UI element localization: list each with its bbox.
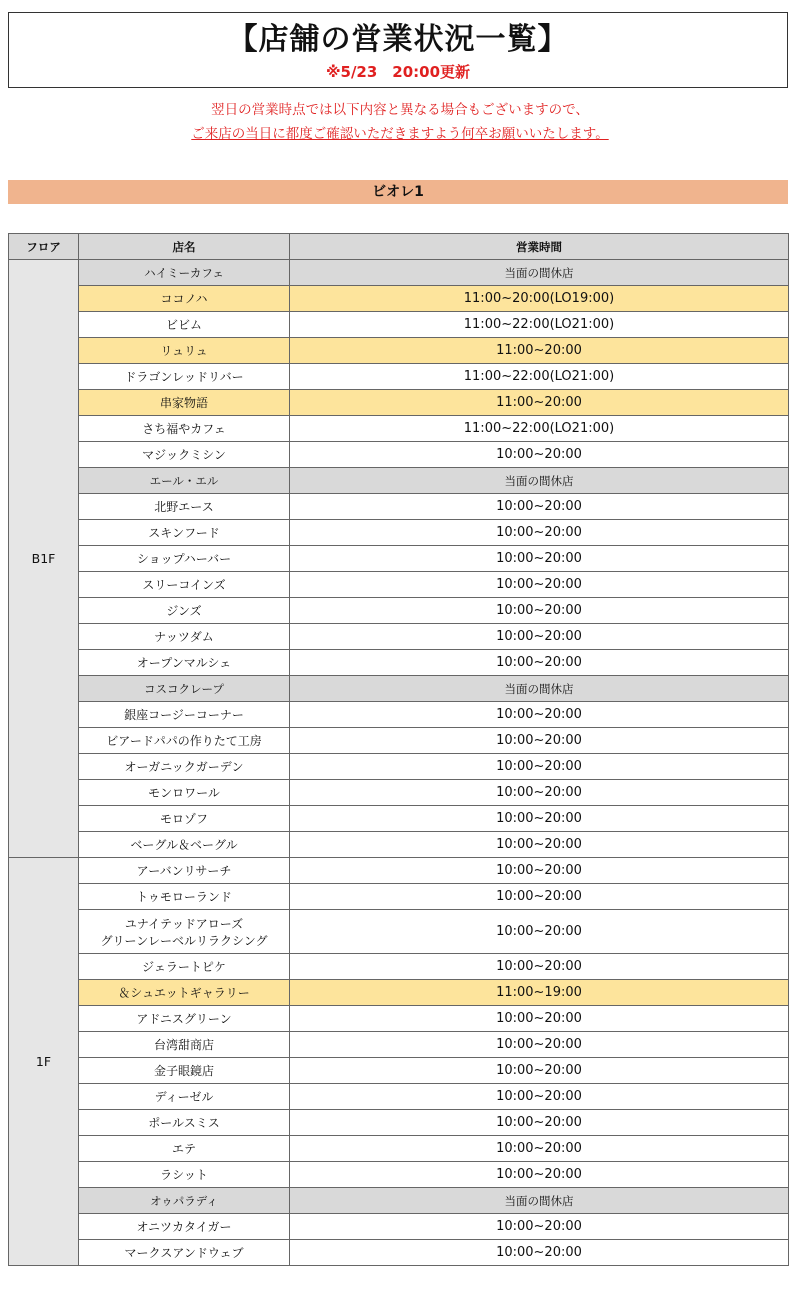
shop-name-cell: モンロワール	[79, 780, 290, 806]
hours-cell: 10:00~20:00	[290, 1084, 789, 1110]
hours-cell: 10:00~20:00	[290, 442, 789, 468]
shop-name-cell: ジンズ	[79, 598, 290, 624]
table-row	[9, 598, 789, 624]
hours-cell: 11:00~20:00(LO19:00)	[290, 286, 789, 312]
floor-cell: 1F	[9, 858, 79, 1266]
table-row	[9, 980, 789, 1006]
hours-cell: 当面の間休店	[290, 676, 789, 702]
table-row	[9, 832, 789, 858]
hours-cell: 10:00~20:00	[290, 1110, 789, 1136]
shop-name-cell: ポールスミス	[79, 1110, 290, 1136]
table-header-row	[9, 234, 789, 260]
hours-cell: 10:00~20:00	[290, 572, 789, 598]
table-row	[9, 702, 789, 728]
table-row	[9, 910, 789, 954]
notice-line-2: ご来店の当日に都度ご確認いただきますよう何卒お願いいたします。	[191, 126, 609, 142]
hours-cell: 11:00~22:00(LO21:00)	[290, 364, 789, 390]
shop-name-cell: ＆シュエットギャラリー	[79, 980, 290, 1006]
hours-cell: 10:00~20:00	[290, 954, 789, 980]
table-row	[9, 650, 789, 676]
hours-cell: 10:00~20:00	[290, 832, 789, 858]
table-row	[9, 572, 789, 598]
shop-name-line-2: グリーンレーベルリラクシング	[100, 933, 268, 948]
header-floor: フロア	[9, 234, 79, 260]
shop-name-cell: ラシット	[79, 1162, 290, 1188]
hours-cell: 10:00~20:00	[290, 702, 789, 728]
shop-name-cell: 北野エース	[79, 494, 290, 520]
hours-cell: 11:00~22:00(LO21:00)	[290, 312, 789, 338]
hours-cell: 10:00~20:00	[290, 624, 789, 650]
title-box	[8, 12, 788, 88]
shop-name-cell: 台湾甜商店	[79, 1032, 290, 1058]
shop-name-cell: エテ	[79, 1136, 290, 1162]
shop-name-cell: リュリュ	[79, 338, 290, 364]
table-row	[9, 1032, 789, 1058]
table-row	[9, 1058, 789, 1084]
hours-cell: 10:00~20:00	[290, 806, 789, 832]
shop-name-cell: ナッツダム	[79, 624, 290, 650]
hours-cell: 10:00~20:00	[290, 910, 789, 954]
hours-cell: 11:00~20:00	[290, 338, 789, 364]
table-row	[9, 312, 789, 338]
shop-name-cell: ベーグル＆ベーグル	[79, 832, 290, 858]
table-row	[9, 1240, 789, 1266]
shop-name-cell: ビアードパパの作りたて工房	[79, 728, 290, 754]
table-body	[9, 260, 789, 1266]
hours-cell: 10:00~20:00	[290, 728, 789, 754]
hours-cell: 10:00~20:00	[290, 520, 789, 546]
table-row	[9, 754, 789, 780]
shop-name-cell: エール・エル	[79, 468, 290, 494]
shop-name-cell: トゥモローランド	[79, 884, 290, 910]
table-row	[9, 1136, 789, 1162]
shop-name-cell: マジックミシン	[79, 442, 290, 468]
shop-name-cell: アドニスグリーン	[79, 1006, 290, 1032]
shop-name-cell: オーガニックガーデン	[79, 754, 290, 780]
table-row	[9, 286, 789, 312]
page-title: 【店舗の営業状況一覧】	[227, 22, 569, 57]
shop-name-cell: 串家物語	[79, 390, 290, 416]
table-row	[9, 468, 789, 494]
table-row	[9, 780, 789, 806]
notice-line-1: 翌日の営業時点では以下内容と異なる場合もございますので、	[211, 102, 589, 118]
table-row	[9, 676, 789, 702]
table-row	[9, 1162, 789, 1188]
hours-cell: 10:00~20:00	[290, 1032, 789, 1058]
shop-name-cell: スキンフード	[79, 520, 290, 546]
shop-name-cell: ジェラートピケ	[79, 954, 290, 980]
shop-name-cell: ココノハ	[79, 286, 290, 312]
shop-name-cell	[79, 910, 290, 954]
shop-name-cell: ビビム	[79, 312, 290, 338]
shop-name-cell: スリーコインズ	[79, 572, 290, 598]
table-row	[9, 1084, 789, 1110]
header-shop: 店名	[79, 234, 290, 260]
hours-cell: 当面の間休店	[290, 468, 789, 494]
shop-name-cell: オゥパラディ	[79, 1188, 290, 1214]
table-row	[9, 338, 789, 364]
table-row	[9, 442, 789, 468]
update-time: ※5/23 20:00更新	[325, 63, 471, 81]
hours-cell: 10:00~20:00	[290, 1136, 789, 1162]
shop-name-cell: ドラゴンレッドリバー	[79, 364, 290, 390]
table-row	[9, 1188, 789, 1214]
hours-cell: 10:00~20:00	[290, 858, 789, 884]
hours-cell: 10:00~20:00	[290, 1006, 789, 1032]
hours-cell: 10:00~20:00	[290, 494, 789, 520]
hours-cell: 10:00~20:00	[290, 650, 789, 676]
hours-cell: 10:00~20:00	[290, 1058, 789, 1084]
shop-name-cell: コスコクレープ	[79, 676, 290, 702]
hours-cell: 10:00~20:00	[290, 1214, 789, 1240]
shop-name-cell: オニツカタイガー	[79, 1214, 290, 1240]
hours-cell: 10:00~20:00	[290, 1240, 789, 1266]
table-row	[9, 364, 789, 390]
table-row	[9, 858, 789, 884]
hours-cell: 11:00~19:00	[290, 980, 789, 1006]
hours-cell: 10:00~20:00	[290, 598, 789, 624]
hours-cell: 10:00~20:00	[290, 546, 789, 572]
shop-name-line-1: ユナイテッドアローズ	[124, 916, 244, 931]
hours-cell: 当面の間休店	[290, 260, 789, 286]
shop-name-cell: ディーゼル	[79, 1084, 290, 1110]
shop-name-cell: 銀座コージーコーナー	[79, 702, 290, 728]
table-row	[9, 546, 789, 572]
hours-cell: 10:00~20:00	[290, 1162, 789, 1188]
hours-cell: 10:00~20:00	[290, 780, 789, 806]
hours-cell: 当面の間休店	[290, 1188, 789, 1214]
table-row	[9, 806, 789, 832]
table-row	[9, 416, 789, 442]
floor-cell: B1F	[9, 260, 79, 858]
table-row	[9, 520, 789, 546]
table-row	[9, 1006, 789, 1032]
shop-name-cell: さち福やカフェ	[79, 416, 290, 442]
shop-name-cell: マークスアンドウェブ	[79, 1240, 290, 1266]
table-row	[9, 1110, 789, 1136]
section-title: ビオレ1	[8, 180, 788, 204]
table-row	[9, 494, 789, 520]
hours-cell: 10:00~20:00	[290, 754, 789, 780]
store-status-table	[8, 233, 789, 1266]
table-row	[9, 884, 789, 910]
hours-cell: 10:00~20:00	[290, 884, 789, 910]
shop-name-cell: ハイミーカフェ	[79, 260, 290, 286]
table-row	[9, 260, 789, 286]
hours-cell: 11:00~20:00	[290, 390, 789, 416]
shop-name-cell: モロゾフ	[79, 806, 290, 832]
shop-name-cell: 金子眼鏡店	[79, 1058, 290, 1084]
table-row	[9, 728, 789, 754]
header-hours: 営業時間	[290, 234, 789, 260]
notice	[0, 98, 800, 146]
table-row	[9, 624, 789, 650]
shop-name-cell: ショップハーバー	[79, 546, 290, 572]
table-row	[9, 390, 789, 416]
hours-cell: 11:00~22:00(LO21:00)	[290, 416, 789, 442]
shop-name-cell: アーバンリサーチ	[79, 858, 290, 884]
table-row	[9, 954, 789, 980]
shop-name-cell: オープンマルシェ	[79, 650, 290, 676]
table-row	[9, 1214, 789, 1240]
